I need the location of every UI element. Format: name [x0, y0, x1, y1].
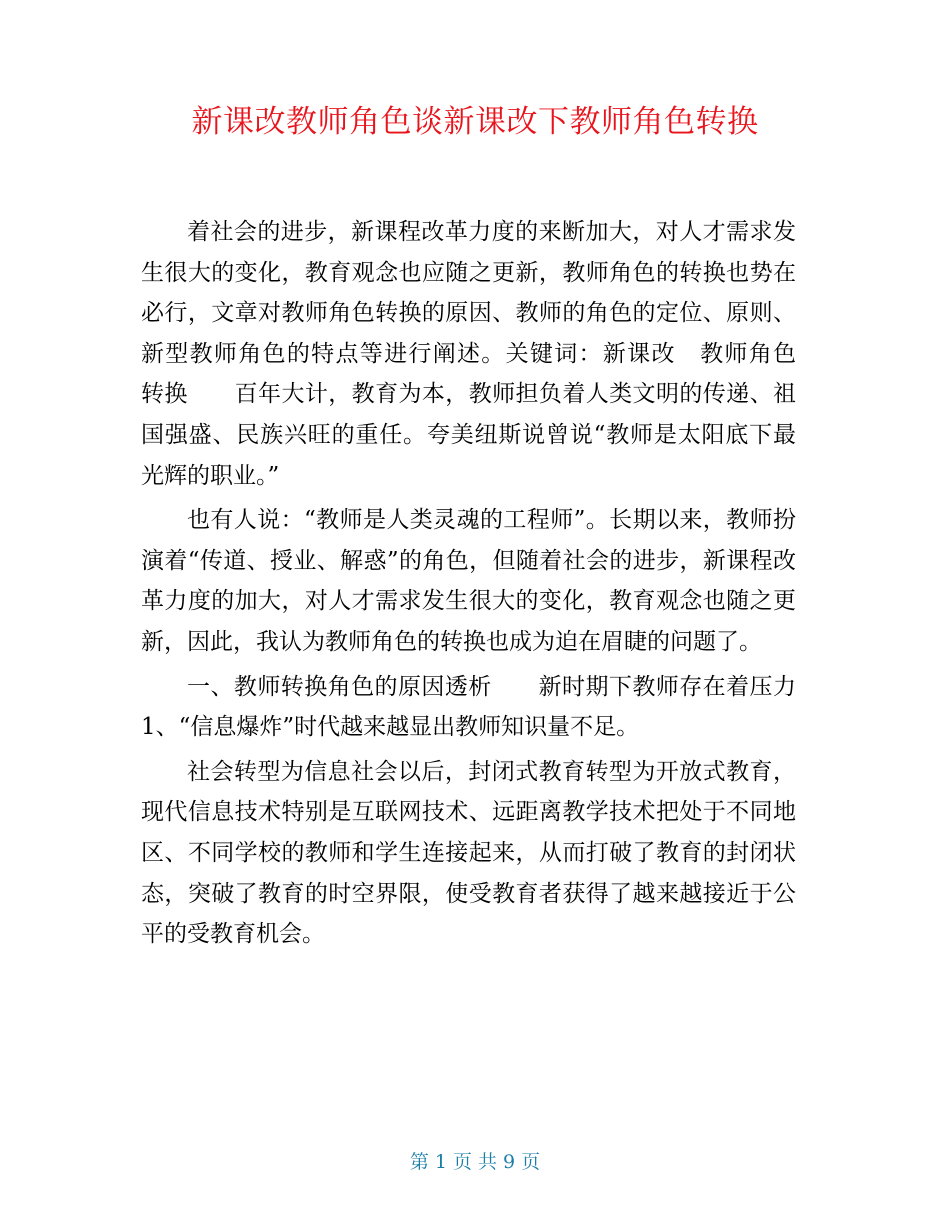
document-body: [141, 212, 819, 955]
page-number-footer: 第 1 页 共 9 页: [409, 1151, 541, 1173]
paragraph-4: 社会转型为信息社会以后，封闭式教育转型为开放式教育，现代信息技术特别是互联网技术、远距离教学技术把处于不同地区、不同学校的教师和学生连接起来，从而打破了教育的封闭状态，突破了教育的时空界限，使受教育者获得了越来越接近于公平的受教育机会。: [141, 758, 796, 948]
paragraph-3: 一、教师转换角色的原因透析 新时期下教师存在着压力1、“信息爆炸”时代越来越显出教师知识量不足。: [141, 673, 796, 741]
document-title: 新课改教师角色谈新课改下教师角色转换: [191, 104, 759, 140]
paragraph-1: 着社会的进步，新课程改革力度的来断加大，对人才需求发生很大的变化，教育观念也应随之更新，教师角色的转换也势在必行，文章对教师角色转换的原因、教师的角色的定位、原则、新型教师角色的特点等进行阐述。关键词：新课改 教师角色 转换 百年大计，教育为本，教师担负着人类文明的传递、祖国强盛、民族兴旺的重任。夸美纽斯说曾说“教师是太阳底下最光辉的职业。”: [141, 219, 819, 489]
paragraph-2: 也有人说：“教师是人类灵魂的工程师”。长期以来，教师扮演着“传道、授业、解惑”的角色，但随着社会的进步，新课程改革力度的加大，对人才需求发生很大的变化，教育观念也随之更新，因此，我认为教师角色的转换也成为迫在眉睫的问题了。: [141, 507, 796, 655]
